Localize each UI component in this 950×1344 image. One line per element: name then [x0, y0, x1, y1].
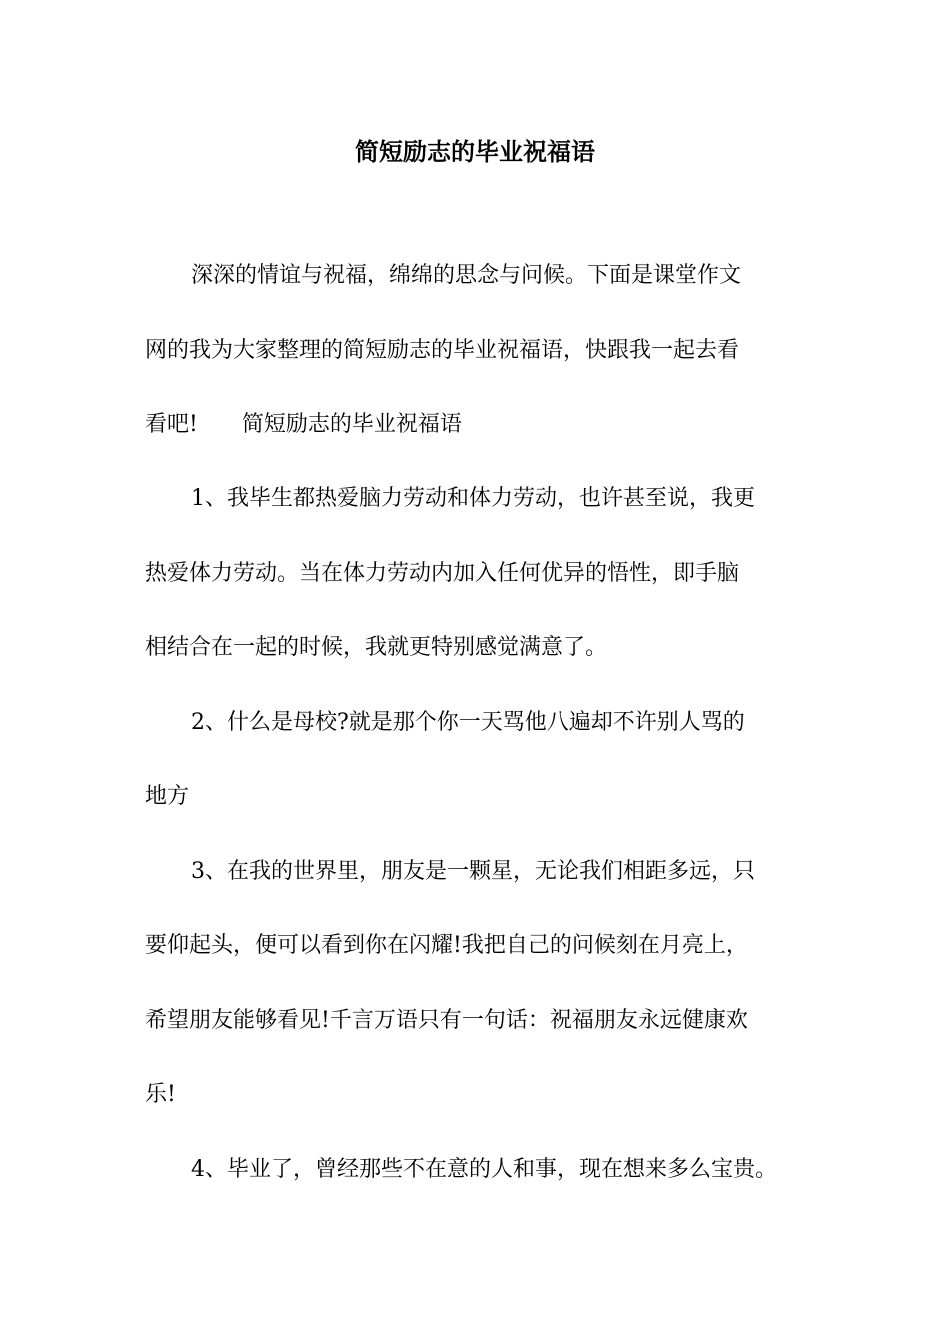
- paragraph-line: 深深的情谊与祝福，绵绵的思念与问候。下面是课堂作文: [191, 263, 742, 288]
- paragraph-line: 要仰起头，便可以看到你在闪耀!我把自己的问候刻在月亮上，: [145, 933, 748, 958]
- paragraph-line: 希望朋友能够看见!千言万语只有一句话：祝福朋友永远健康欢: [145, 1008, 748, 1033]
- paragraph-line: 相结合在一起的时候，我就更特别感觉满意了。: [145, 635, 608, 660]
- paragraph-line: 看吧! 简短励志的毕业祝福语: [145, 412, 462, 437]
- paragraph-line: 2、什么是母校?就是那个你一天骂他八遍却不许别人骂的: [191, 710, 745, 735]
- paragraph-line: 乐!: [145, 1082, 176, 1107]
- paragraph-line: 1、我毕生都热爱脑力劳动和体力劳动，也许甚至说，我更: [191, 486, 755, 511]
- document-title: 简短励志的毕业祝福语: [355, 137, 595, 166]
- paragraph-line: 4、毕业了，曾经那些不在意的人和事，现在想来多么宝贵。: [191, 1157, 777, 1182]
- paragraph-line: 网的我为大家整理的简短励志的毕业祝福语，快跟我一起去看: [145, 338, 740, 363]
- paragraph-line: 热爱体力劳动。当在体力劳动内加入任何优异的悟性，即手脑: [145, 561, 740, 586]
- paragraph-line: 地方: [145, 784, 190, 809]
- paragraph-line: 3、在我的世界里，朋友是一颗星，无论我们相距多远，只: [191, 859, 755, 884]
